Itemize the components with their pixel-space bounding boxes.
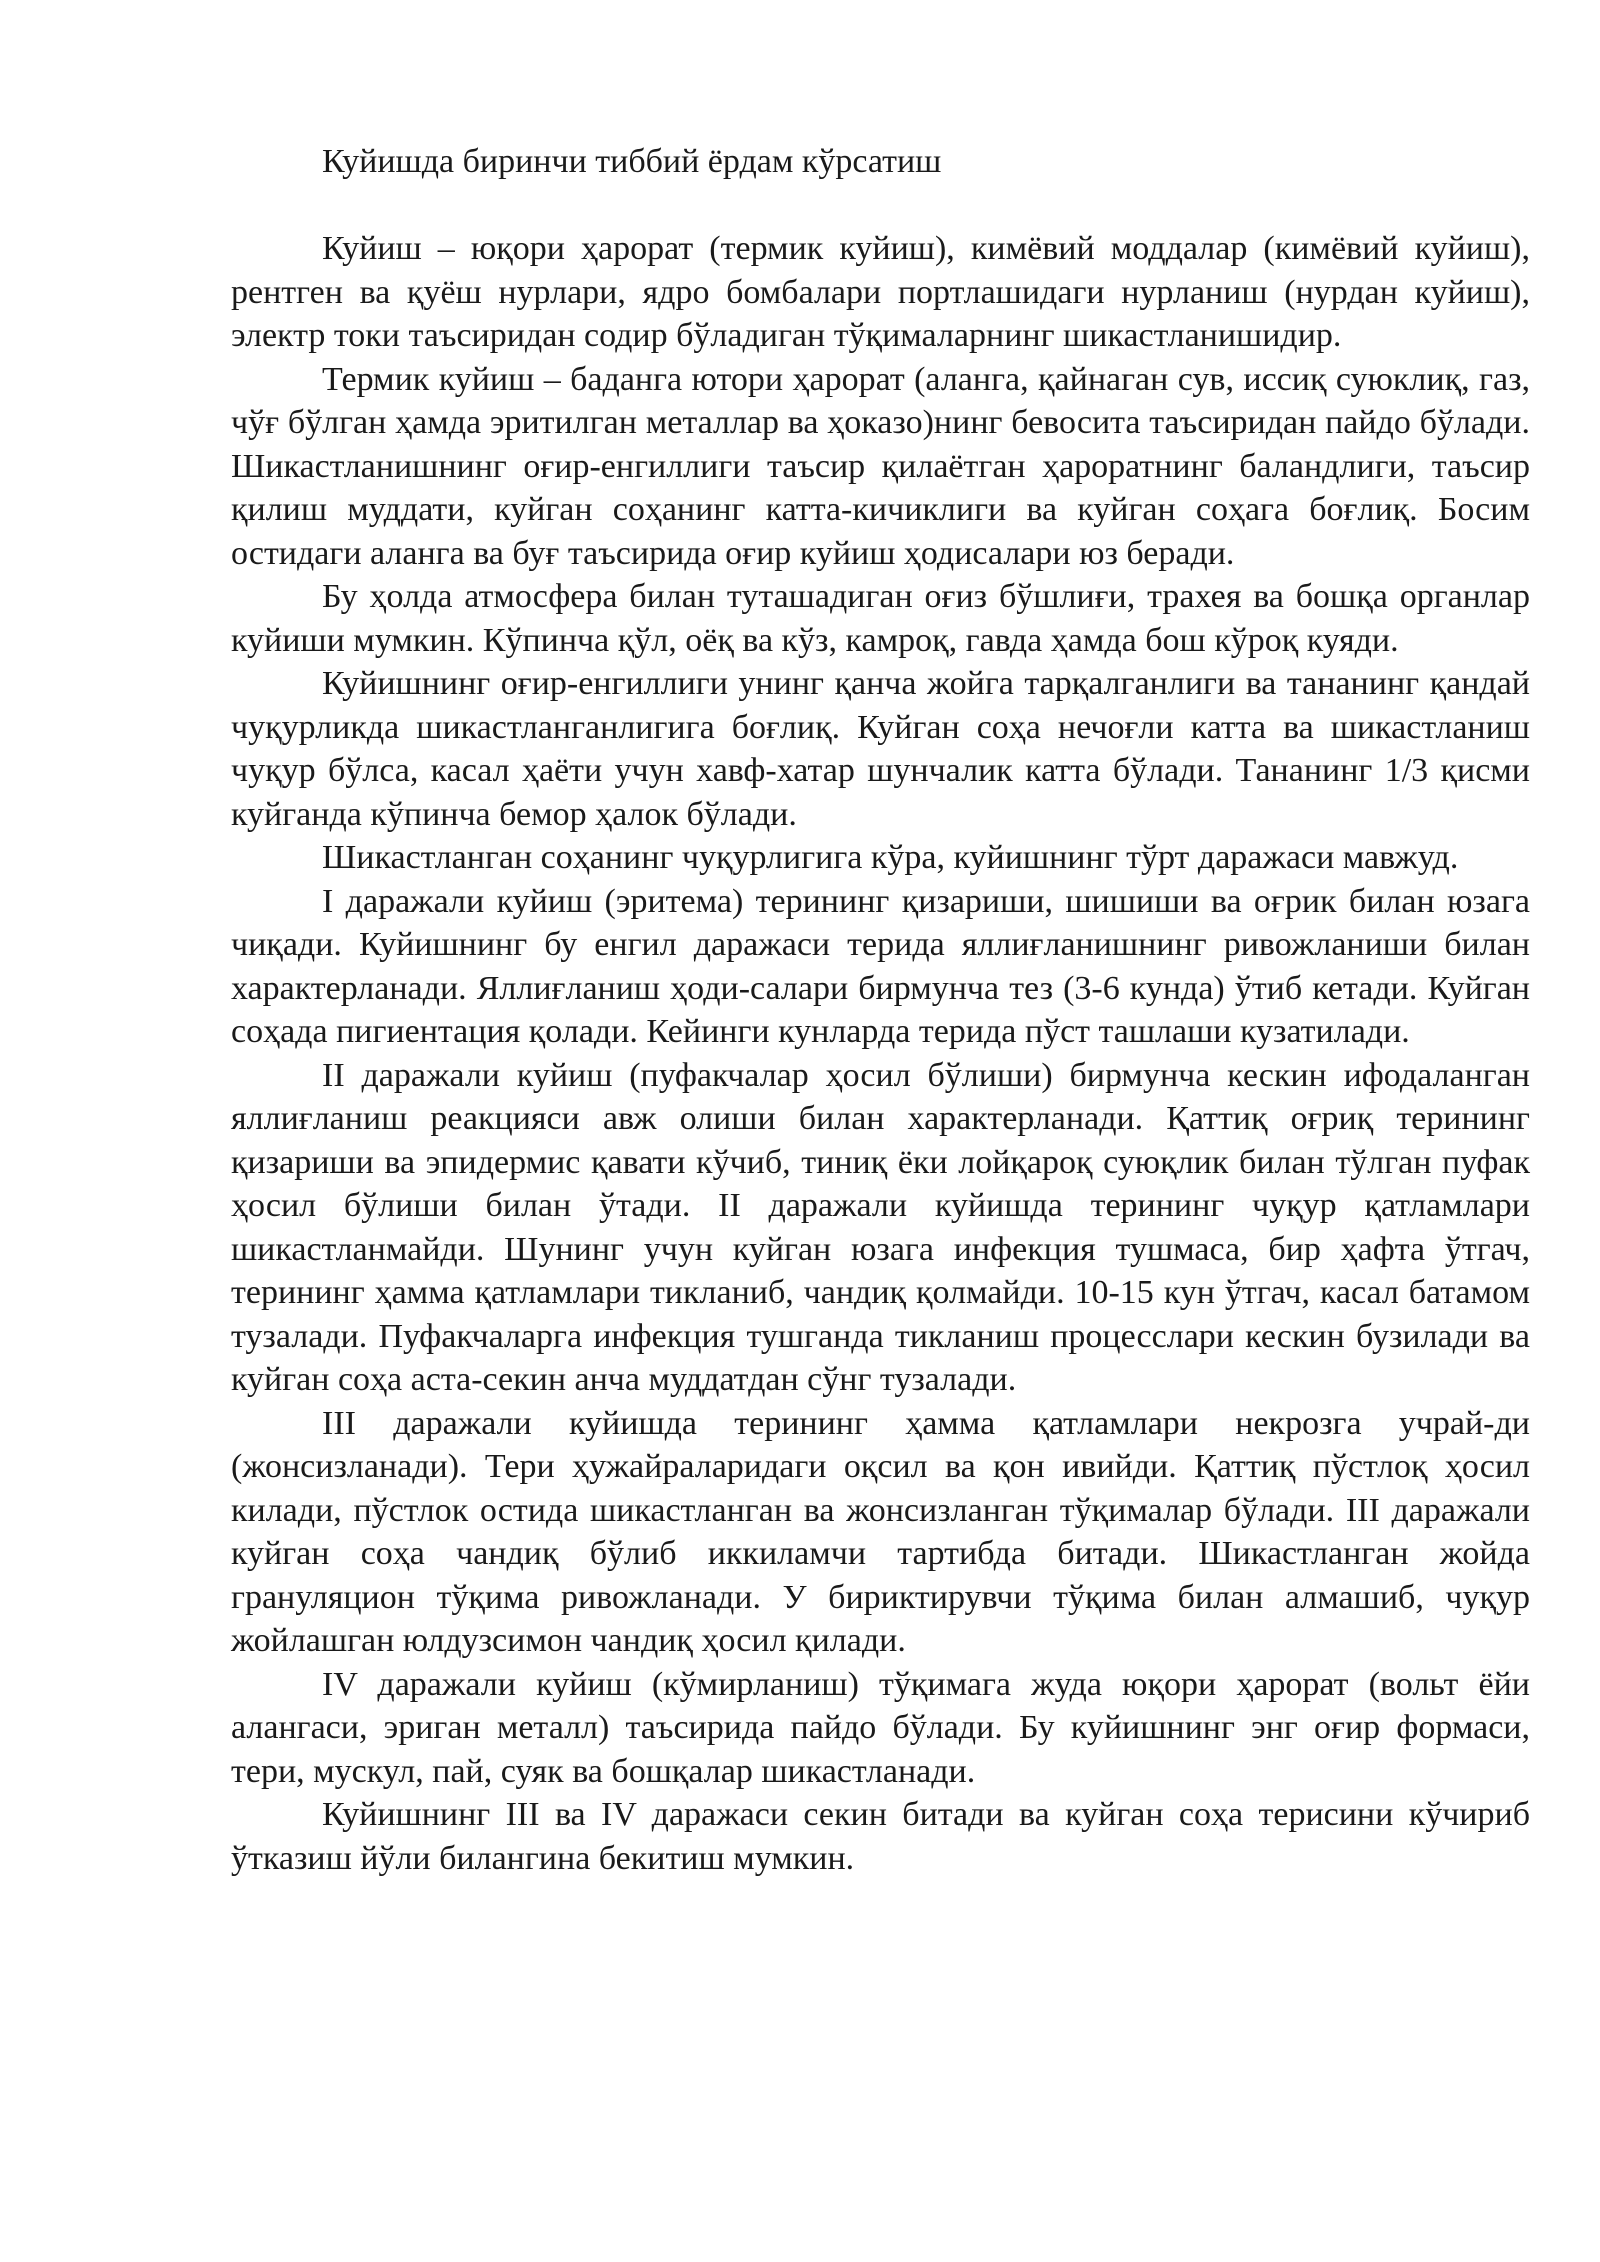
paragraph-affected-organs: Бу ҳолда атмосфера билан туташадиган оғиз бўшлиғи, трахея ва бошқа органлар куйиши мумкин. Кўпинча қўл, оёқ ва кўз, камроқ, гавда ҳамда бош кўроқ куяди. — [231, 578, 1530, 659]
paragraph-burn-definition: Куйиш – юқори ҳарорат (термик куйиш), кимёвий моддалар (кимёвий куйиш), рентген ва қуёш нурлари, ядро бомбалари портлашидаги нурланиш (нурдан куйиш), электр токи таъсиридан содир бўладиган тўқималарнинг шикастланишидир. — [231, 230, 1530, 354]
paragraph-degree-2: II даражали куйиш (пуфакчалар ҳосил бўлиши) бирмунча кескин ифодаланган яллиғланиш реакцияси авж олиши билан характерланади. Қаттиқ оғриқ терининг қизариши ва эпидермис қавати кўчиб, тиниқ ёки лойқароқ суюқлик билан тўлган пуфак ҳосил бўлиши билан ўтади. II даражали куйишда терининг чуқур қатламлари шикастланмайди. Шунинг учун куйган юзага инфекция тушмаса, бир ҳафта ўтгач, терининг ҳамма қатламлари тикланиб, чандиқ қолмайди. 10-15 кун ўтгач, касал батамом тузалади. Пуфакчаларга инфекция тушганда тикланиш процесслари кескин бузилади ва куйган соҳа аста-секин анча муддатдан сўнг тузалади. — [231, 1056, 1530, 1398]
document-title: Куйишда биринчи тиббий ёрдам кўрсатиш — [322, 143, 942, 180]
paragraph-healing: Куйишнинг III ва IV даражаси секин битади ва куйган соҳа терисини кўчириб ўтказиш йўли билангина бекитиш мумкин. — [231, 1796, 1530, 1877]
paragraph-severity: Куйишнинг оғир-енгиллиги унинг қанча жойга тарқалганлиги ва тананинг қандай чуқурликда шикастланганлигига боғлиқ. Куйган соҳа нечоғли катта ва шикастланиш чуқур бўлса, касал ҳаёти учун хавф-хатар шунчалик катта бўлади. Тананинг 1/3 қисми куйганда кўпинча бемор ҳалок бўлади. — [231, 665, 1530, 833]
paragraph-thermal-burn: Термик куйиш – баданга ютори ҳарорат (аланга, қайнаган сув, иссиқ суюклиқ, газ, чўғ бўлган ҳамда эритилган металлар ва ҳоказо)нинг бевосита таъсиридан пайдо бўлади. Шикастланишнинг оғир-енгиллиги таъсир қилаётган ҳароратнинг баландлиги, таъсир қилиш муддати, куйган соҳанинг катта-кичиклиги ва куйган соҳага боғлиқ. Босим остидаги аланга ва буғ таъсирида оғир куйиш ҳодисалари юз беради. — [231, 360, 1530, 572]
document-page — [231, 140, 1530, 1880]
paragraph-four-degrees: Шикастланган соҳанинг чуқурлигига кўра, куйишнинг тўрт даражаси мавжуд. — [322, 839, 1459, 876]
paragraph-degree-4: IV даражали куйиш (кўмирланиш) тўқимага жуда юқори ҳарорат (вольт ёйи алангаси, эриган металл) таъсирида пайдо бўлади. Бу куйишнинг энг оғир формаси, тери, мускул, пай, суяк ва бошқалар шикастланади. — [231, 1665, 1530, 1790]
paragraph-degree-1: I даражали куйиш (эритема) терининг қизариши, шишиши ва оғрик билан юзага чиқади. Куйишнинг бу енгил даражаси терида яллиғланишнинг ривожланиши билан характерланади. Яллиғланиш ҳоди-салари бирмунча тез (3-6 кунда) ўтиб кетади. Куйган соҳада пигиентация қолади. Кейинги кунларда терида пўст ташлаши кузатилади. — [231, 882, 1530, 1050]
paragraph-degree-3: III даражали куйишда терининг ҳамма қатламлари некрозга учрай-ди (жонсизланади). Тери ҳужайраларидаги оқсил ва қон ивийди. Қаттиқ пўстлоқ ҳосил килади, пўстлок остида шикастланган ва жонсизланган тўқималар бўлади. III даражали куйган соҳа чандиқ бўлиб иккиламчи тартибда битади. Шикастланган жойда грануляцион тўқима ривожланади. У бириктирувчи тўқима билан алмашиб, чуқур жойлашган юлдузсимон чандиқ ҳосил қилади. — [231, 1404, 1530, 1659]
